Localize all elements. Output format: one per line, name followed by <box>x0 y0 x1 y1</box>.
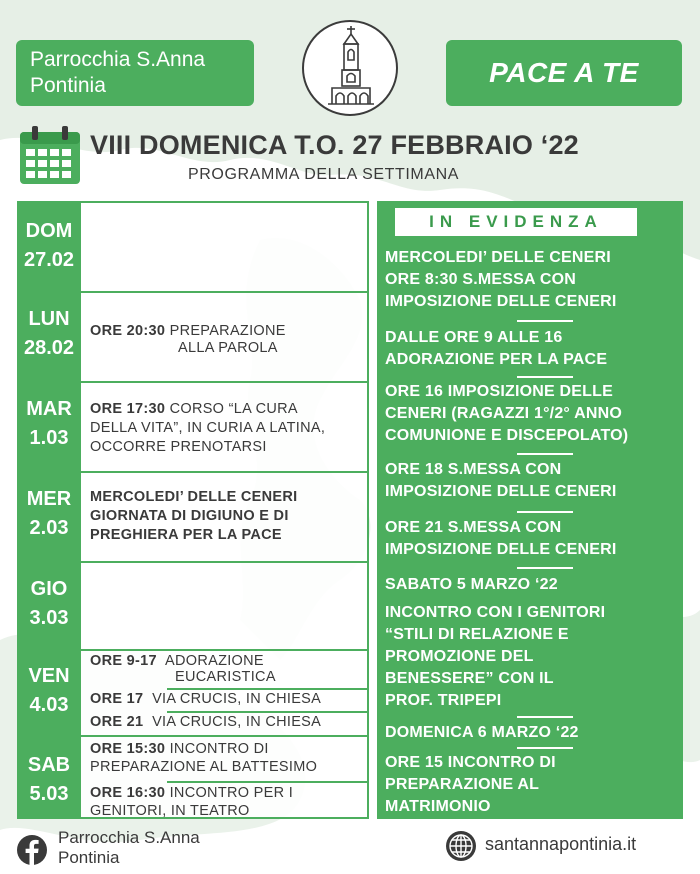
event-text: OCCORRE PRENOTARSI <box>90 439 267 455</box>
parish-badge <box>16 40 254 106</box>
day-name: GIO <box>30 578 68 600</box>
highlight-line: MATRIMONIO <box>385 798 491 815</box>
event-time: ORE 17:30 <box>90 401 166 417</box>
parish-town: Pontinia <box>30 74 106 97</box>
schedule-table <box>81 201 369 819</box>
row-dom <box>81 203 367 291</box>
divider <box>167 688 367 690</box>
divider <box>517 453 573 455</box>
day-date: 3.03 <box>29 607 69 629</box>
event-text: INCONTRO PER I <box>169 785 294 801</box>
event-ven-3 <box>90 714 321 731</box>
facebook-icon[interactable] <box>16 834 48 866</box>
event-text: INCONTRO DI <box>169 741 269 757</box>
footer-parish-name: Parrocchia S.Anna <box>58 828 200 847</box>
day-sab <box>17 751 81 809</box>
footer-parish-town: Pontinia <box>58 848 120 867</box>
globe-icon <box>445 830 477 862</box>
day-name: DOM <box>25 220 73 242</box>
event-time: ORE 15:30 <box>90 741 166 757</box>
event-text: EUCARISTICA <box>175 669 276 685</box>
highlight-line: “STILI DI RELAZIONE E <box>385 626 569 643</box>
highlight-line: COMUNIONE E DISCEPOLATO) <box>385 427 629 444</box>
divider <box>517 511 573 513</box>
highlight-line: ORE 16 IMPOSIZIONE DELLE <box>385 383 613 400</box>
day-date: 1.03 <box>29 427 69 449</box>
day-date: 4.03 <box>29 694 69 716</box>
day-date: 27.02 <box>23 249 75 271</box>
event-sab-1 <box>90 741 269 758</box>
day-name: MAR <box>26 398 72 420</box>
highlight-line: CENERI (RAGAZZI 1°/2° ANNO <box>385 405 622 422</box>
divider <box>167 711 367 713</box>
highlight-line: PROF. TRIPEPI <box>385 692 502 709</box>
website-link[interactable]: santannapontinia.it <box>485 834 637 854</box>
event-text: VIA CRUCIS, IN CHIESA <box>152 691 322 707</box>
pace-a-te-badge: PACE A TE <box>446 40 682 106</box>
row-sab <box>81 735 367 819</box>
day-dom <box>17 217 81 275</box>
event-text: MERCOLEDI’ DELLE CENERI <box>90 489 298 505</box>
highlight-line: SABATO 5 MARZO ‘22 <box>385 576 558 593</box>
highlight-line: MERCOLEDI’ DELLE CENERI <box>385 249 611 266</box>
event-text: DELLA VITA”, IN CURIA A LATINA, <box>90 420 326 436</box>
event-time: ORE 16:30 <box>90 785 166 801</box>
highlight-line: IMPOSIZIONE DELLE CENERI <box>385 293 617 310</box>
event-sab-2 <box>90 785 293 802</box>
day-date: 28.02 <box>23 337 75 359</box>
divider <box>167 781 367 783</box>
event-text: VIA CRUCIS, IN CHIESA <box>152 714 322 730</box>
event-text: ADORAZIONE <box>165 653 264 669</box>
row-mar <box>81 381 367 471</box>
day-mer <box>17 485 81 543</box>
event-time: ORE 21 <box>90 714 144 730</box>
page-title: VIII DOMENICA T.O. 27 FEBBRAIO ‘22 <box>90 130 579 160</box>
highlight-line: IMPOSIZIONE DELLE CENERI <box>385 541 617 558</box>
highlight-line: ORE 15 INCONTRO DI <box>385 754 556 771</box>
event-text: GENITORI, IN TEATRO <box>90 803 250 819</box>
event-text: PREPARAZIONE <box>169 323 286 339</box>
parish-name: Parrocchia S.Anna <box>30 48 206 71</box>
day-name: MER <box>26 488 72 510</box>
day-gio <box>17 575 81 633</box>
divider <box>517 716 573 718</box>
highlight-line: ADORAZIONE PER LA PACE <box>385 351 608 368</box>
event-time: ORE 17 <box>90 691 144 707</box>
days-column <box>17 201 81 819</box>
highlight-line: IMPOSIZIONE DELLE CENERI <box>385 483 617 500</box>
divider <box>517 320 573 322</box>
highlights-panel <box>377 201 683 819</box>
day-lun <box>17 305 81 363</box>
highlight-line: ORE 18 S.MESSA CON <box>385 461 562 478</box>
event-lun <box>90 323 286 340</box>
event-time: ORE 9-17 <box>90 653 157 669</box>
event-text: CORSO “LA CURA <box>169 401 298 417</box>
highlight-line: PROMOZIONE DEL <box>385 648 534 665</box>
church-tower-logo <box>302 20 398 116</box>
day-mar <box>17 395 81 453</box>
event-mar <box>90 401 298 418</box>
row-ven <box>81 649 367 735</box>
event-text: PREPARAZIONE AL BATTESIMO <box>90 759 318 775</box>
highlight-line: BENESSERE” CON IL <box>385 670 554 687</box>
page-subtitle: PROGRAMMA DELLA SETTIMANA <box>188 166 460 183</box>
event-text: ALLA PAROLA <box>178 340 278 356</box>
day-date: 5.03 <box>29 783 69 805</box>
row-gio <box>81 561 367 649</box>
divider <box>517 376 573 378</box>
divider <box>517 747 573 749</box>
event-text: PREGHIERA PER LA PACE <box>90 527 282 543</box>
highlight-line: DOMENICA 6 MARZO ‘22 <box>385 724 579 741</box>
row-lun <box>81 291 367 381</box>
highlight-line: DALLE ORE 9 ALLE 16 <box>385 329 563 346</box>
highlight-line: ORE 21 S.MESSA CON <box>385 519 562 536</box>
row-mer <box>81 471 367 561</box>
event-ven-1 <box>90 653 157 670</box>
event-time: ORE 20:30 <box>90 323 166 339</box>
divider <box>517 567 573 569</box>
day-date: 2.03 <box>29 517 69 539</box>
calendar-icon <box>18 126 82 186</box>
day-name: SAB <box>27 754 71 776</box>
day-ven <box>17 662 81 720</box>
event-text: GIORNATA DI DIGIUNO E DI <box>90 508 289 524</box>
event-ven-2 <box>90 691 321 708</box>
footer-parish <box>58 828 200 868</box>
day-name: VEN <box>28 665 70 687</box>
day-name: LUN <box>28 308 70 330</box>
highlight-line: PREPARAZIONE AL <box>385 776 540 793</box>
highlight-line: INCONTRO CON I GENITORI <box>385 604 606 621</box>
highlight-line: ORE 8:30 S.MESSA CON <box>385 271 577 288</box>
highlights-heading: IN EVIDENZA <box>395 208 637 236</box>
